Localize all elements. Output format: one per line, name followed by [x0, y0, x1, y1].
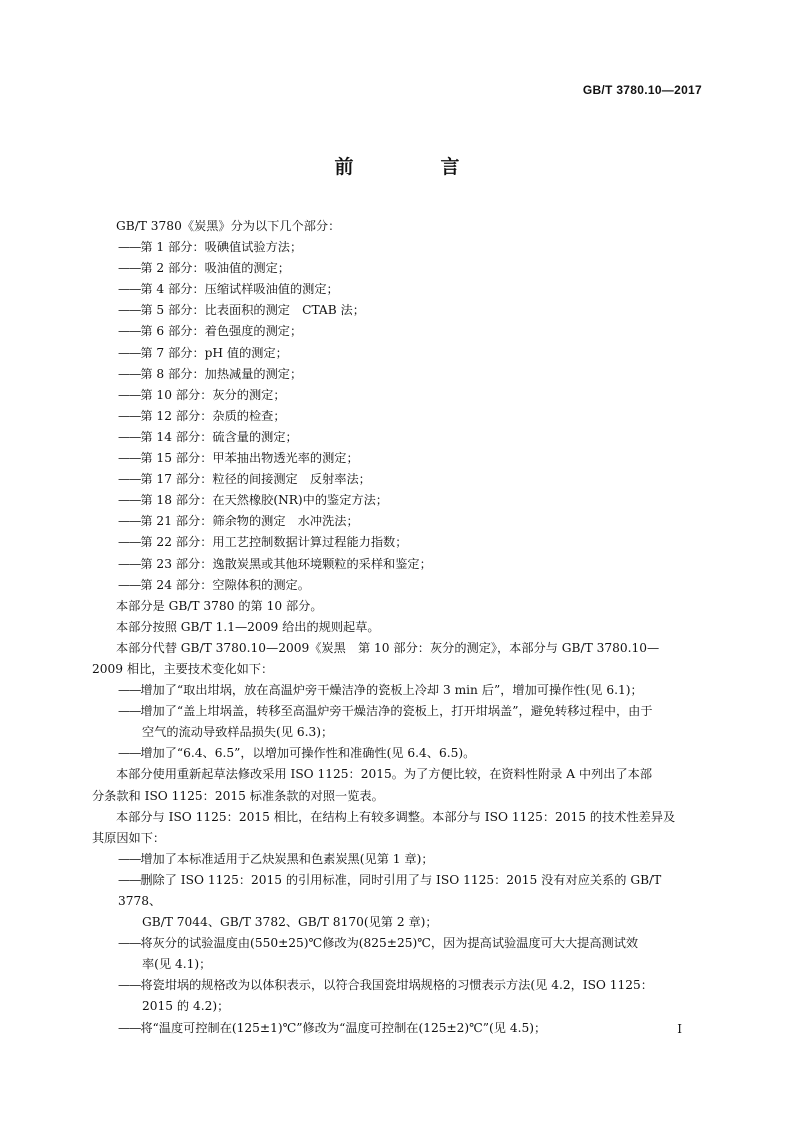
list-item: —— 第 17 部分：粒径的间接测定 反射率法； — [118, 469, 706, 490]
paragraph-line: 率(见 4.1)； — [142, 957, 212, 972]
list-item: —— 第 23 部分：逸散炭黑或其他环境颗粒的采样和鉴定； — [118, 554, 706, 575]
paragraph-line: 2009 相比，主要技术变化如下： — [92, 661, 274, 676]
list-item: —— 将灰分的试验温度由(550±25)℃修改为(825±25)℃，因为提高试验温度可大大提高测试效 — [118, 933, 706, 954]
list-item: —— 增加了“取出坩埚，放在高温炉旁干燥洁净的瓷板上冷却 3 min 后”，增加可操作性(见 6.1)； — [118, 680, 706, 701]
list-item: —— 增加了本标准适用于乙炔炭黑和色素炭黑(见第 1 章)； — [118, 849, 706, 870]
list-item: —— 第 24 部分：空隙体积的测定。 — [118, 575, 706, 596]
paragraph-line: 本部分是 GB/T 3780 的第 10 部分。 — [116, 598, 323, 613]
paragraph-line: 空气的流动导致样品损失(见 6.3)； — [142, 725, 334, 740]
page-title: 前 言 — [334, 156, 494, 178]
foreword-body — [92, 216, 706, 1039]
paragraph-line: 分条款和 ISO 1125：2015 标准条款的对照一览表。 — [92, 788, 384, 803]
list-item: —— 增加了“盖上坩埚盖，转移至高温炉旁干燥洁净的瓷板上，打开坩埚盖”，避免转移过程中，由于 — [118, 701, 706, 722]
list-item: —— 第 1 部分：吸碘值试验方法； — [118, 237, 706, 258]
list-item: —— 增加了“6.4、6.5”，以增加可操作性和准确性(见 6.4、6.5)。 — [118, 743, 706, 764]
list-item: —— 第 15 部分：甲苯抽出物透光率的测定； — [118, 448, 706, 469]
list-item: —— 第 8 部分：加热减量的测定； — [118, 364, 706, 385]
paragraph-line: 本部分与 ISO 1125：2015 相比，在结构上有较多调整。本部分与 ISO 1125：2015 的技术性差异及 — [116, 809, 676, 824]
paragraph-line: GB/T 3780《炭黑》分为以下几个部分： — [116, 219, 341, 233]
list-item: —— 第 12 部分：杂质的检查； — [118, 406, 706, 427]
paragraph-line: 其原因如下： — [92, 830, 166, 845]
list-item: —— 第 2 部分：吸油值的测定； — [118, 258, 706, 279]
list-item: —— 第 14 部分：硫含量的测定； — [118, 427, 706, 448]
list-item: —— 第 21 部分：筛余物的测定 水冲洗法； — [118, 511, 706, 532]
list-item: —— 第 18 部分：在天然橡胶(NR)中的鉴定方法； — [118, 490, 706, 511]
paragraph-line: GB/T 7044、GB/T 3782、GB/T 8170(见第 2 章)； — [142, 915, 438, 930]
list-item: —— 第 6 部分：着色强度的测定； — [118, 321, 706, 342]
page-number: I — [677, 1022, 682, 1036]
list-item: —— 第 22 部分：用工艺控制数据计算过程能力指数； — [118, 532, 706, 553]
list-item: —— 删除了 ISO 1125：2015 的引用标准，同时引用了与 ISO 1125：2015 没有对应关系的 GB/T 3778、 — [118, 870, 706, 912]
paragraph-line: 本部分按照 GB/T 1.1—2009 给出的规则起草。 — [116, 619, 380, 634]
list-item: —— 将瓷坩埚的规格改为以体积表示，以符合我国瓷坩埚规格的习惯表示方法(见 4.2，ISO 1125： — [118, 975, 706, 996]
list-item: —— 第 7 部分：pH 值的测定； — [118, 343, 706, 364]
list-item: —— 第 10 部分：灰分的测定； — [118, 385, 706, 406]
standard-code-header: GB/T 3780.10—2017 — [582, 83, 702, 97]
paragraph-line: 本部分代替 GB/T 3780.10—2009《炭黑 第 10 部分：灰分的测定》，本部分与 GB/T 3780.10— — [116, 640, 660, 655]
paragraph-line: 本部分使用重新起草法修改采用 ISO 1125：2015。为了方便比较，在资料性附录 A 中列出了本部 — [116, 767, 653, 782]
list-item: —— 第 5 部分：比表面积的测定 CTAB 法； — [118, 300, 706, 321]
paragraph-line: 2015 的 4.2)； — [142, 999, 230, 1014]
list-item: —— 将“温度可控制在(125±1)℃”修改为“温度可控制在(125±2)℃”(见 4.5)； — [118, 1018, 706, 1039]
list-item: —— 第 4 部分：压缩试样吸油值的测定； — [118, 279, 706, 300]
